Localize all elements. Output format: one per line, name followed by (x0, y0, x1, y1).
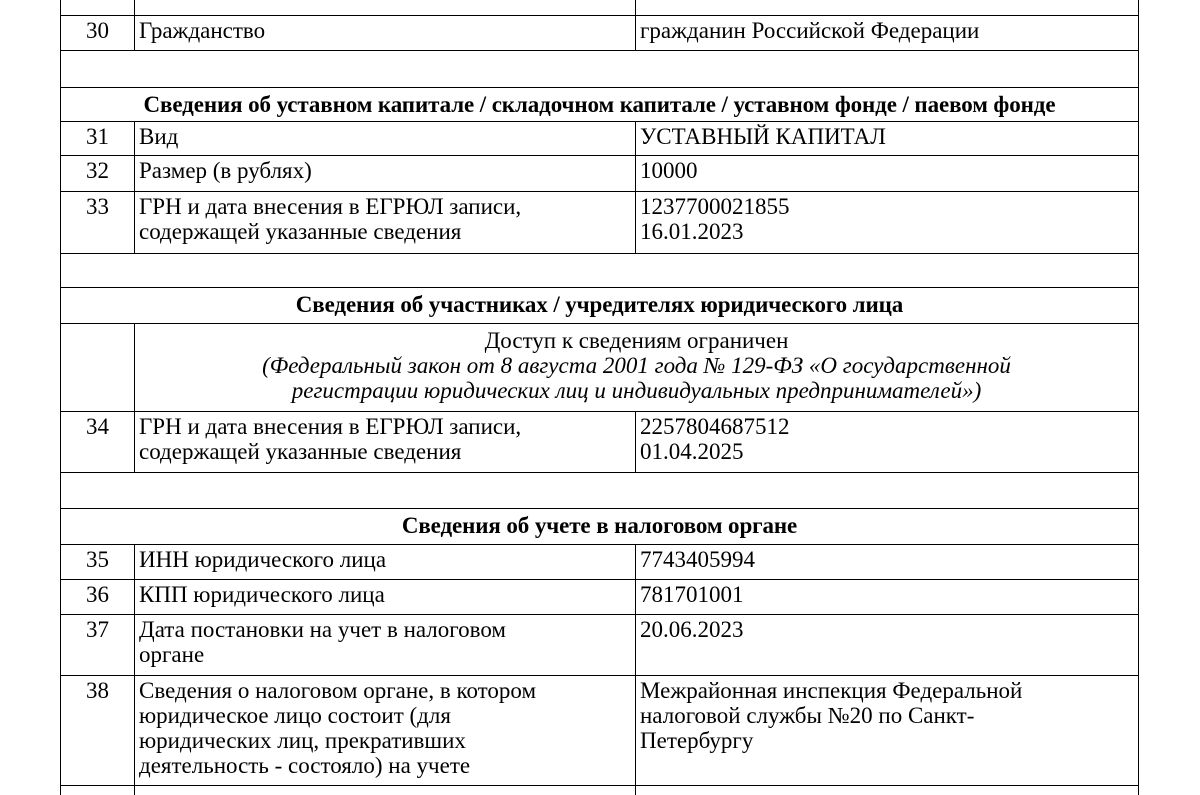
row-value-capital-size: 10000 (636, 155, 1139, 191)
table-row-38 (61, 675, 1139, 785)
table-row-33 (61, 191, 1139, 253)
row-value-tax-authority (636, 675, 1139, 785)
empty-spacer-row (61, 253, 1139, 287)
row-label-tax-authority (135, 675, 636, 785)
row-label-grn (135, 191, 636, 253)
row-number: 30 (61, 15, 135, 50)
table-row-35 (61, 544, 1139, 579)
label-line: юридическое лицо состоит (для (139, 702, 451, 728)
law-reference-line: (Федеральный закон от 8 августа 2001 года № 129-ФЗ «О государственной (262, 352, 1011, 378)
row-number: 38 (61, 675, 135, 785)
law-reference-line: регистрации юридических лиц и индивидуальных предпринимателей») (291, 377, 982, 403)
empty-spacer-row (61, 50, 1139, 87)
egrul-extract-page (60, 0, 1138, 795)
label-line: ГРН и дата внесения в ЕГРЮЛ записи, (139, 413, 522, 439)
row-number: 36 (61, 579, 135, 614)
row-label-capital-size: Размер (в рублях) (135, 155, 636, 191)
row-value-inn: 7743405994 (636, 544, 1139, 579)
row-value-kpp: 781701001 (636, 579, 1139, 614)
value-line: налоговой службы №20 по Санкт- (640, 702, 975, 728)
table-row-31 (61, 121, 1139, 155)
row-label-kpp: КПП юридического лица (135, 579, 636, 614)
label-line: органе (139, 641, 205, 667)
row-label-grn (135, 411, 636, 472)
row-value-capital-type: УСТАВНЫЙ КАПИТАЛ (636, 121, 1139, 155)
record-date: 16.01.2023 (640, 218, 744, 244)
grn-number: 2257804687512 (640, 413, 790, 439)
restricted-access-row (61, 323, 1139, 411)
label-line: Сведения о налоговом органе, в котором (139, 677, 537, 703)
grn-number: 1237700021855 (640, 193, 790, 219)
value-line: Петербургу (640, 727, 754, 753)
empty-spacer-row (61, 472, 1139, 508)
table-row-36 (61, 579, 1139, 614)
section-header-founders (61, 287, 1139, 323)
restricted-access-notice (135, 323, 1139, 411)
section-title: Сведения об участниках / учредителях юридического лица (61, 287, 1139, 323)
row-number: 32 (61, 155, 135, 191)
row-label-capital-type: Вид (135, 121, 636, 155)
table-row-32 (61, 155, 1139, 191)
record-date: 01.04.2025 (640, 438, 744, 464)
row-value-grn (636, 191, 1139, 253)
row-value-grn (636, 411, 1139, 472)
row-value-registration-date: 20.06.2023 (636, 614, 1139, 675)
row-number: 34 (61, 411, 135, 472)
table-row-34 (61, 411, 1139, 472)
row-label-registration-date (135, 614, 636, 675)
section-title: Сведения об уставном капитале / складочном капитале / уставном фонде / паевом фонде (61, 87, 1139, 121)
label-line: юридических лиц, прекративших (139, 727, 466, 753)
table-row-cut-bottom (61, 785, 1139, 795)
egrul-table (60, 0, 1139, 795)
label-line: деятельность - состояло) на учете (139, 752, 471, 778)
table-row-30 (61, 15, 1139, 50)
row-number: 31 (61, 121, 135, 155)
row-label-citizenship: Гражданство (135, 15, 636, 50)
value-line: Межрайонная инспекция Федеральной (640, 677, 1023, 703)
label-line: содержащей указанные сведения (139, 218, 462, 244)
table-row-cut-top (61, 0, 1139, 15)
restricted-title: Доступ к сведениям ограничен (484, 327, 789, 353)
row-number: 35 (61, 544, 135, 579)
label-line: Дата постановки на учет в налоговом (139, 616, 506, 642)
section-title: Сведения об учете в налоговом органе (61, 508, 1139, 544)
label-line: ГРН и дата внесения в ЕГРЮЛ записи, (139, 193, 522, 219)
row-number: 33 (61, 191, 135, 253)
section-header-capital (61, 87, 1139, 121)
label-line: содержащей указанные сведения (139, 438, 462, 464)
row-label-inn: ИНН юридического лица (135, 544, 636, 579)
row-value-citizenship: гражданин Российской Федерации (636, 15, 1139, 50)
table-row-37 (61, 614, 1139, 675)
row-number: 37 (61, 614, 135, 675)
section-header-tax (61, 508, 1139, 544)
